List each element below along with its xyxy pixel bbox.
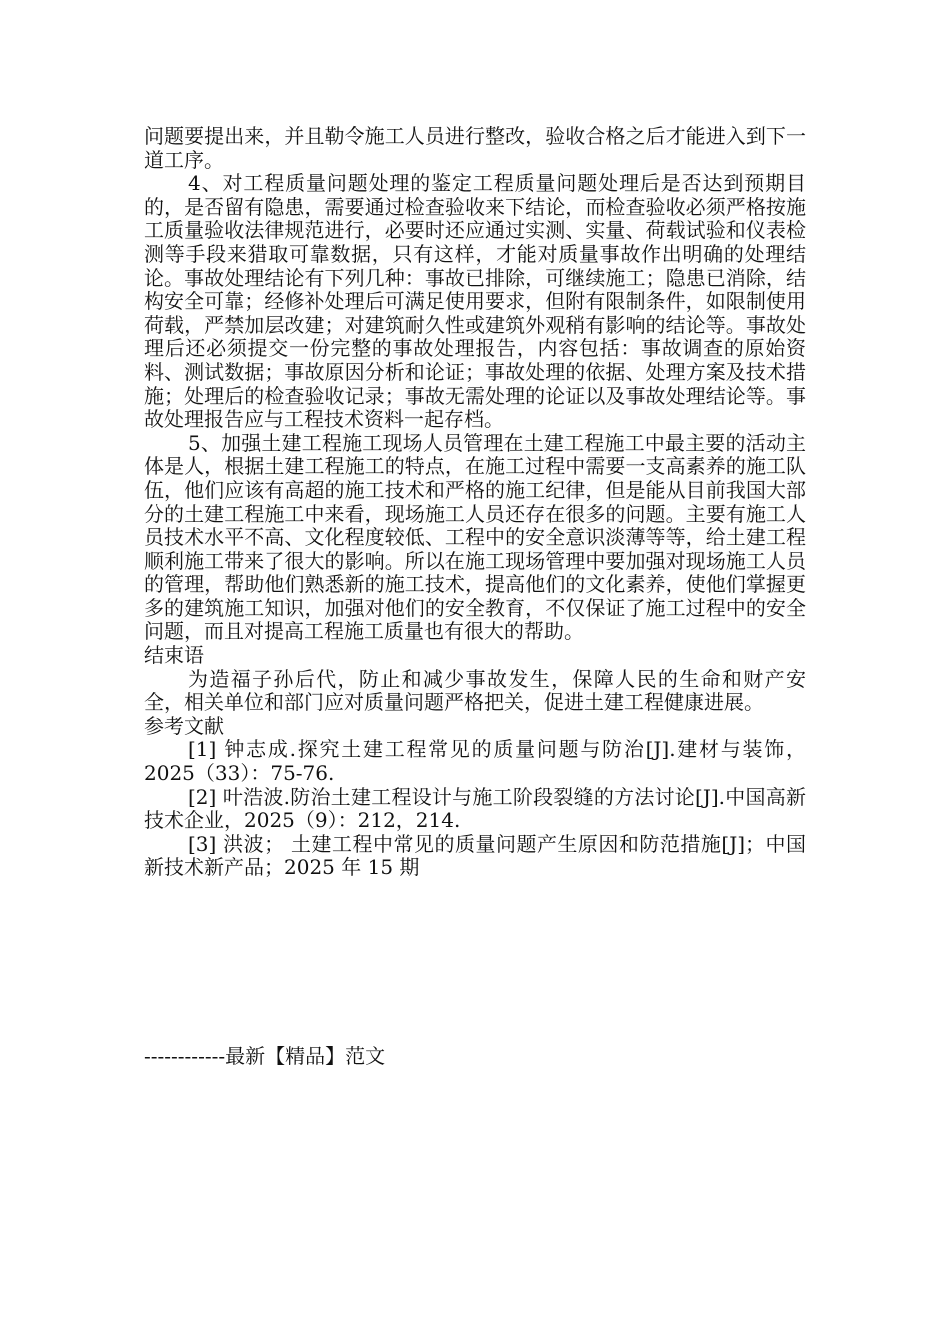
reference-item-1: [1] 钟志成.探究土建工程常见的质量问题与防治[J].建材与装饰，2025（33）：75-76. xyxy=(144,737,806,786)
paragraph-item-5: 5、加强土建工程施工现场人员管理在土建工程施工中最主要的活动主体是人，根据土建工程施工的特点，在施工过程中需要一支高素养的施工队伍，他们应该有高超的施工技术和严格的施工纪律，但是能从目前我国大部分的土建工程施工中来看，现场施工人员还存在很多的问题。主要有施工人员技术水平不高、文化程度较低、工程中的安全意识淡薄等等，给土建工程顺利施工带来了很大的影响。所以在施工现场管理中要加强对现场施工人员的管理，帮助他们熟悉新的施工技术，提高他们的文化素养，使他们掌握更多的建筑施工知识，加强对他们的安全教育，不仅保证了施工过程中的安全问题，而且对提高工程施工质量也有很大的帮助。 xyxy=(144,430,806,644)
paragraph-item-4: 4、对工程质量问题处理的鉴定工程质量问题处理后是否达到预期目的，是否留有隐患，需要通过检查验收来下结论，而检查验收必须严格按施工质量验收法律规范进行，必要时还应通过实测、实量、荷载试验和仪表检测等手段来猎取可靠数据，只有这样，才能对质量事故作出明确的处理结论。事故处理结论有下列几种：事故已排除，可继续施工；隐患已消除，结构安全可靠；经修补处理后可满足使用要求，但附有限制条件，如限制使用荷载，严禁加层改建；对建筑耐久性或建筑外观稍有影响的结论等。事故处理后还必须提交一份完整的事故处理报告，内容包括：事故调查的原始资料、测试数据；事故原因分析和论证；事故处理的依据、处理方案及技术措施；处理后的检查验收记录；事故无需处理的论证以及事故处理结论等。事故处理报告应与工程技术资料一起存档。 xyxy=(144,171,806,432)
reference-item-3: [3] 洪波； 土建工程中常见的质量问题产生原因和防范措施[J]；中国新技术新产品；2025 年 15 期 xyxy=(144,831,806,880)
footer-text: ------------最新【精品】范文 xyxy=(144,1044,386,1068)
conclusion-paragraph: 为造福子孙后代，防止和减少事故发生，保障人民的生命和财产安全，相关单位和部门应对质量问题严格把关，促进土建工程健康进展。 xyxy=(144,666,806,715)
conclusion-heading: 结束语 xyxy=(144,643,204,668)
reference-item-2: [2] 叶浩波.防治土建工程设计与施工阶段裂缝的方法讨论[J].中国高新技术企业，2025（9）：212，214. xyxy=(144,784,806,833)
document-body xyxy=(144,125,806,880)
paragraph-continuation: 问题要提出来，并且勒令施工人员进行整改，验收合格之后才能进入到下一道工序。 xyxy=(144,124,806,172)
references-heading: 参考文献 xyxy=(144,713,224,738)
